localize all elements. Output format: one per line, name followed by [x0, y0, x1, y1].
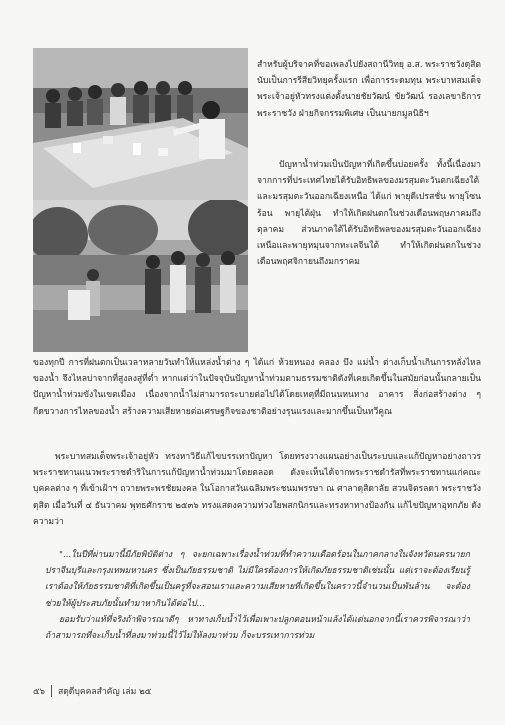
paragraph-royal-initiative: พระบาทสมเด็จพระเจ้าอยู่หัว ทรงหาวิธีแก้ไขบรรเทาปัญหา โดยทรงวางแผนอย่างเป็นระบบและแก้ปัญหาอย่างถาวร พระราชทานแนวพระราชดำริในการแก้ปัญหาน้ำท่วมมาโดยตลอด ดังจะเห็นได้จากพระราชดำรัสที่พระราชทานแก่คณะบุคคลต่าง ๆ ที่เข้าเฝ้าฯ ถวายพระพรชัยมงคล ในโอกาสวันเฉลิมพระชนมพรรษา ณ ศาลาดุสิดาลัย สวนจิตรลดา พระราชวังดุสิต เมื่อวันที่ ๔ ธันวาคม พุทธศักราช ๒๕๓๖ ทรงแสดงความห่วงใยพสกนิกรและทรงหาทางป้องกัน แก้ไขปัญหาอุทกภัย ดังความว่า	[33, 452, 481, 527]
quote-paragraph-1: "...ในปีที่ผ่านมานี้มีภัยพิบัติต่าง ๆ จะยกเฉพาะเรื่องน้ำท่วมที่ทำความเดือดร้อนในภาคกลางในจังหวัดนครนายก ปราจีนบุรีและกรุงเทพมหานคร ซึ่งเป็นภัยธรรมชาติ ไม่มีใครต้องการให้เกิดภัยธรรมชาติเช่นนั้น แต่เราจะต้องเรียนรู้ เราต้องให้ภัยธรรมชาติที่เกิดขึ้นเป็นครูที่จะสอนเราและความเสียหายที่เกิดขึ้นในคราวนี้จำนวนเป็นพันล้าน จะต้องช่วยให้ผู้ประสบภัยนั้นทำมาหากินได้ต่อไป...	[45, 550, 470, 609]
right-column-top	[257, 57, 481, 122]
royal-speech-quote	[45, 547, 470, 644]
photo-field-visit	[33, 200, 248, 352]
body-text-1	[33, 355, 481, 420]
body-text-2	[33, 449, 481, 530]
paragraph-flood-causes: ของทุกปี การที่ฝนตกเป็นเวลาหลายวันทำให้แหล่งน้ำต่าง ๆ ได้แก่ ห้วยหนอง คลอง บึง แม่น้ำ ต่างเก็บน้ำเกินการหลั่งไหลของน้ำ จึงไหลบ่าจากที่สูงลงสู่ที่ต่ำ หากแต่ว่าในปัจจุบันปัญหาน้ำท่วมตามธรรมชาติดังที่เคยเกิดขึ้นในสมัยก่อนนั้นกลายเป็นปัญหาน้ำท่วมขังในเขตเมือง เนื่องจากน้ำไม่สามารถระบายต่อไปได้โดยเหตุที่มีถนนหนทาง อาคาร สิ่งก่อสร้างต่าง ๆ กีดขวางการไหลของน้ำ สร้างความเสียหายต่อเศรษฐกิจของชาติอย่างรุนแรงและมากขึ้นเป็นทวีคูณ	[33, 358, 481, 417]
photo-king-viewing-model	[33, 48, 248, 205]
page-number: ๕๖	[33, 687, 45, 697]
right-column-mid	[257, 157, 481, 270]
photo-field-visit-image	[33, 200, 248, 352]
footer-divider	[51, 685, 52, 697]
paragraph-flood-problem: ปัญหาน้ำท่วมเป็นปัญหาที่เกิดขึ้นบ่อยครั้ง ทั้งนี้เนื่องมาจากการที่ประเทศไทยได้รับอิทธิพลของมรสุมตะวันตกเฉียงใต้และมรสุมตะวันออกเฉียงเหนือ ได้แก่ พายุดีเปรสชั่น พายุโซนร้อน พายุไต้ฝุ่น ทำให้เกิดฝนตกในช่วงเดือนพฤษภาคมถึงตุลาคม ส่วนภาคใต้ได้รับอิทธิพลของมรสุมตะวันออกเฉียงเหนือและพายุหมุนจากทะเลจีนใต้ ทำให้เกิดฝนตกในช่วงเดือนพฤศจิกายนถึงมกราคม	[257, 160, 481, 268]
publication-title: สดุดีบุคคลสำคัญ เล่ม ๒๕	[57, 687, 152, 697]
paragraph-donation: สำหรับผู้บริจาคที่ขอเพลงไปยังสถานีวิทยุ อ.ส. พระราชวังดุสิต นับเป็นการรีสียวิทยุครั้งแรก เพื่อการระดมทุน พระบาทสมเด็จพระเจ้าอยู่หัวทรงแต่งตั้งนายชัยวัฒน์ ขัยวัฒน์ รองเลขาธิการพระราชวัง ฝ่ายกิจกรรมพิเศษ เป็นนายกมูลนิธิฯ	[257, 60, 481, 119]
photo-king-viewing-model-image	[33, 48, 248, 205]
quote-paragraph-2: ยอมรับว่าแท้ที่จริงถ้าพิจารณาดีๆ หาทางเก็บน้ำไว้เพื่อเพาะปลูกตอนหน้าแล้งได้แต่นอกจากนี้เราควรพิจารณาว่า ถ้าสามารถที่จะเก็บน้ำที่ลงมาท่วมนี้ไว้ไม่ให้ลงมาท่วม ก็จะบรรเทาการท่วม	[45, 614, 470, 642]
page-footer	[33, 684, 151, 698]
